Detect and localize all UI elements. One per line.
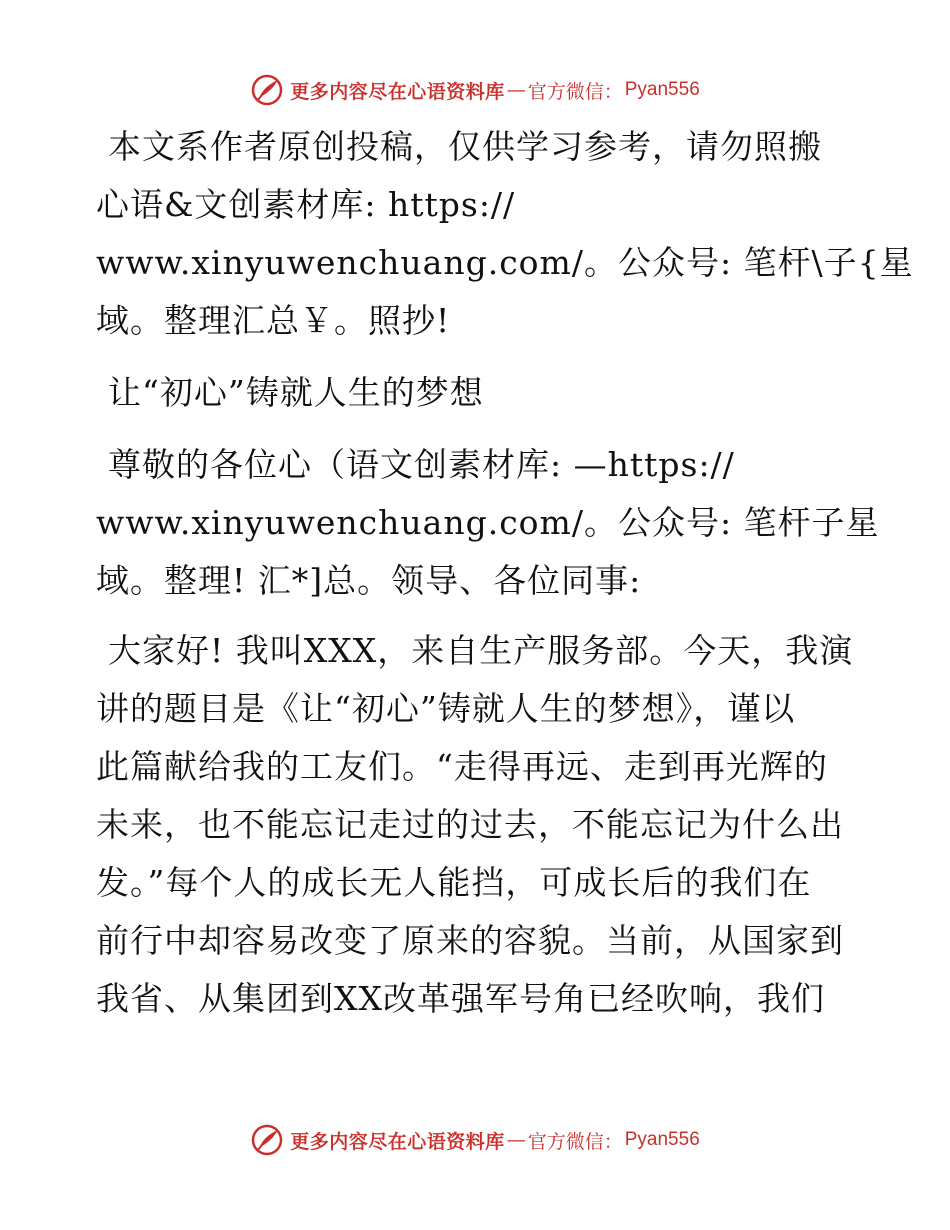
footer-banner-text: 更多内容尽在心语资料库 xyxy=(290,1130,505,1153)
quill-circle-icon xyxy=(250,1123,284,1157)
notice-line: 域。整理汇总￥。照抄! xyxy=(96,301,451,340)
greeting-line: 尊敬的各位心（语文创素材库: —https:// xyxy=(108,445,735,484)
footer-wechat-label: 官方微信： xyxy=(527,1130,623,1153)
footer-banner xyxy=(0,1120,950,1160)
header-wechat-id: Pyan556 xyxy=(624,79,700,100)
header-separator: — xyxy=(506,79,526,101)
greeting-block xyxy=(96,436,880,610)
notice-block xyxy=(96,118,914,350)
paragraph-line: 未来，也不能忘记走过的过去，不能忘记为什么出 xyxy=(96,805,844,844)
paragraph-line: 前行中却容易改变了原来的容貌。当前，从国家到 xyxy=(96,921,844,960)
speech-paragraph xyxy=(96,622,856,1028)
header-wechat-label: 官方微信： xyxy=(527,80,623,103)
header-banner-text: 更多内容尽在心语资料库 xyxy=(290,80,505,103)
quill-circle-icon xyxy=(250,73,284,107)
document-title: 让“初心”铸就人生的梦想 xyxy=(108,373,484,412)
header-banner xyxy=(0,70,950,110)
greeting-line: www.xinyuwenchuang.com/。公众号: 笔杆子星 xyxy=(96,503,880,542)
notice-line: 本文系作者原创投稿，仅供学习参考，请勿照搬 xyxy=(108,127,822,166)
greeting-line: 域。整理! 汇*]总。领导、各位同事: xyxy=(96,561,642,600)
notice-line: www.xinyuwenchuang.com/。公众号: 笔杆\子{星 xyxy=(96,243,914,282)
paragraph-line: 此篇献给我的工友们。“走得再远、走到再光辉的 xyxy=(96,747,828,786)
notice-line: 心语&文创素材库: https:// xyxy=(96,185,516,224)
paragraph-line: 讲的题目是《让“初心”铸就人生的梦想》，谨以 xyxy=(96,689,796,728)
paragraph-line: 我省、从集团到XX改革强军号角已经吹响，我们 xyxy=(96,979,825,1018)
document-body xyxy=(96,118,914,1028)
footer-wechat-id: Pyan556 xyxy=(624,1129,700,1150)
footer-separator: — xyxy=(506,1129,526,1151)
paragraph-line: 发。”每个人的成长无人能挡，可成长后的我们在 xyxy=(96,863,812,902)
paragraph-line: 大家好! 我叫XXX，来自生产服务部。今天，我演 xyxy=(108,631,854,670)
